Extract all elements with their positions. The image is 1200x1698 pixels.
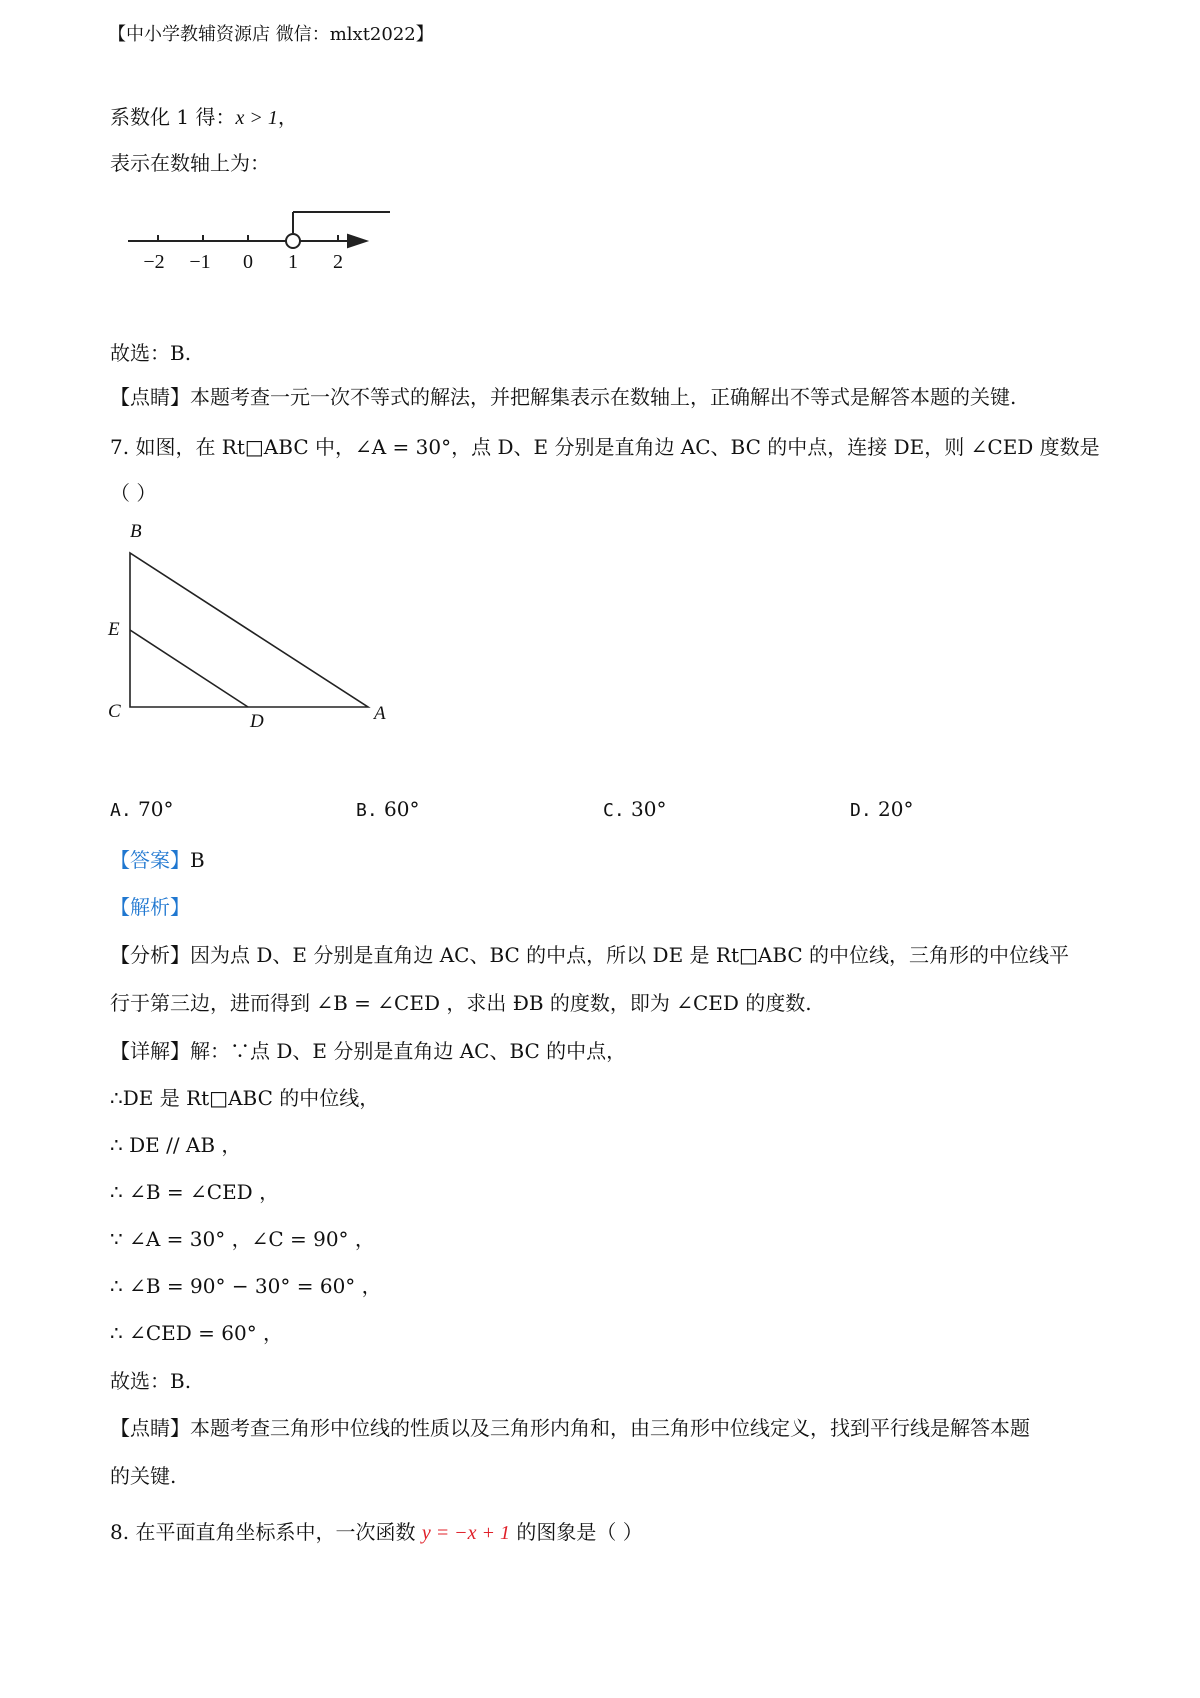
represent-text: 表示在数轴上为： (110, 151, 270, 175)
label-b: B (130, 521, 142, 542)
header-watermark: 【中小学教辅资源店 微信：mlxt2022】 (108, 24, 434, 45)
q8-function: y = −x + 1 (421, 1522, 511, 1544)
choice-c-text: 30° (631, 797, 667, 821)
coef-step (110, 102, 298, 133)
coef-step-tail: ， (277, 105, 298, 129)
choice-b-letter: B. (356, 800, 378, 821)
choice-d-letter: D. (850, 800, 872, 821)
label-d: D (250, 711, 264, 732)
detail-step-5: ∴ ∠B = 90° − 30° = 60° ， (110, 1274, 382, 1298)
detail-step-6: ∴ ∠CED = 60° ， (110, 1321, 284, 1345)
choice-c-letter: C. (603, 800, 625, 821)
label-a: A (374, 703, 386, 724)
answer-value: B (190, 848, 205, 872)
prev-comment-tag: 【点睛】 (110, 385, 190, 409)
label-c: C (108, 701, 121, 722)
triangle-figure (100, 515, 400, 735)
segment-de (130, 630, 248, 707)
tick-label-1: 1 (288, 251, 298, 273)
number-line-arrow (348, 235, 366, 247)
open-circle (286, 234, 300, 248)
q7-paren: （ ） (110, 481, 157, 505)
q7-comment-text-1: 本题考查三角形中位线的性质以及三角形内角和，由三角形中位线定义，找到平行线是解答本题 (190, 1416, 1030, 1440)
choice-c[interactable] (603, 797, 667, 821)
q7-comment-tag: 【点睛】 (110, 1416, 190, 1440)
coef-step-text: 系数化 1 得： (110, 105, 236, 129)
q7-number: 7. (110, 435, 130, 459)
fenxi-text-1: 因为点 D、E 分别是直角边 AC、BC 的中点，所以 DE 是 Rt□ABC 的中位线，三角形的中位线平 (190, 943, 1070, 967)
choice-a[interactable] (110, 797, 174, 821)
number-line-figure (118, 200, 398, 275)
choice-d-text: 20° (878, 797, 914, 821)
detail-line-1 (110, 1036, 626, 1066)
detail-step-2: ∴ DE // AB ， (110, 1133, 242, 1157)
detail-text-1: 解：∵点 D、E 分别是直角边 AC、BC 的中点， (190, 1039, 627, 1063)
detail-step-1: ∴DE 是 Rt□ABC 的中位线， (110, 1086, 380, 1110)
tick-label-neg1: −1 (189, 251, 211, 273)
q8-stem-pre: 在平面直角坐标系中，一次函数 (135, 1520, 416, 1544)
tick-label-2: 2 (333, 251, 343, 273)
q7-stem-line (110, 432, 1100, 462)
fenxi-line-2: 行于第三边，进而得到 ∠B = ∠CED ，求出 ÐB 的度数，即为 ∠CED 的度数. (110, 991, 812, 1015)
prev-choose: 故选：B. (110, 341, 192, 365)
q7-stem: 如图，在 Rt□ABC 中，∠A = 30°，点 D、E 分别是直角边 AC、BC 的中点，连接 DE，则 ∠CED 度数是 (135, 435, 1100, 459)
fenxi-tag: 【分析】 (110, 943, 190, 967)
q7-comment-line-2: 的关键. (110, 1464, 177, 1488)
q7-choose: 故选：B. (110, 1369, 192, 1393)
answer-tag: 【答案】 (110, 848, 190, 872)
choice-b-text: 60° (384, 797, 420, 821)
q8-number: 8. (110, 1520, 130, 1544)
choice-a-letter: A. (110, 800, 132, 821)
q8-stem-line (110, 1517, 643, 1548)
label-e: E (108, 619, 120, 640)
detail-step-3: ∴ ∠B = ∠CED ， (110, 1180, 280, 1204)
detail-step-4: ∵ ∠A = 30° ，∠C = 90° ， (110, 1227, 375, 1251)
coef-step-result: x > 1 (235, 107, 278, 129)
answer-line (110, 845, 205, 875)
prev-comment-text: 本题考查一元一次不等式的解法，并把解集表示在数轴上，正确解出不等式是解答本题的关键. (190, 385, 1017, 409)
detail-tag: 【详解】 (110, 1039, 190, 1063)
prev-comment (110, 382, 1016, 412)
fenxi-line-1 (110, 940, 1069, 970)
tick-label-neg2: −2 (143, 251, 165, 273)
choice-d[interactable] (850, 797, 914, 821)
tick-label-0: 0 (243, 251, 253, 273)
analysis-tag: 【解析】 (110, 895, 190, 919)
choice-a-text: 70° (138, 797, 174, 821)
triangle-abc (130, 553, 368, 707)
q7-comment-line-1 (110, 1413, 1030, 1443)
choice-b[interactable] (356, 797, 420, 821)
q8-stem-post: 的图象是（ ） (516, 1520, 643, 1544)
